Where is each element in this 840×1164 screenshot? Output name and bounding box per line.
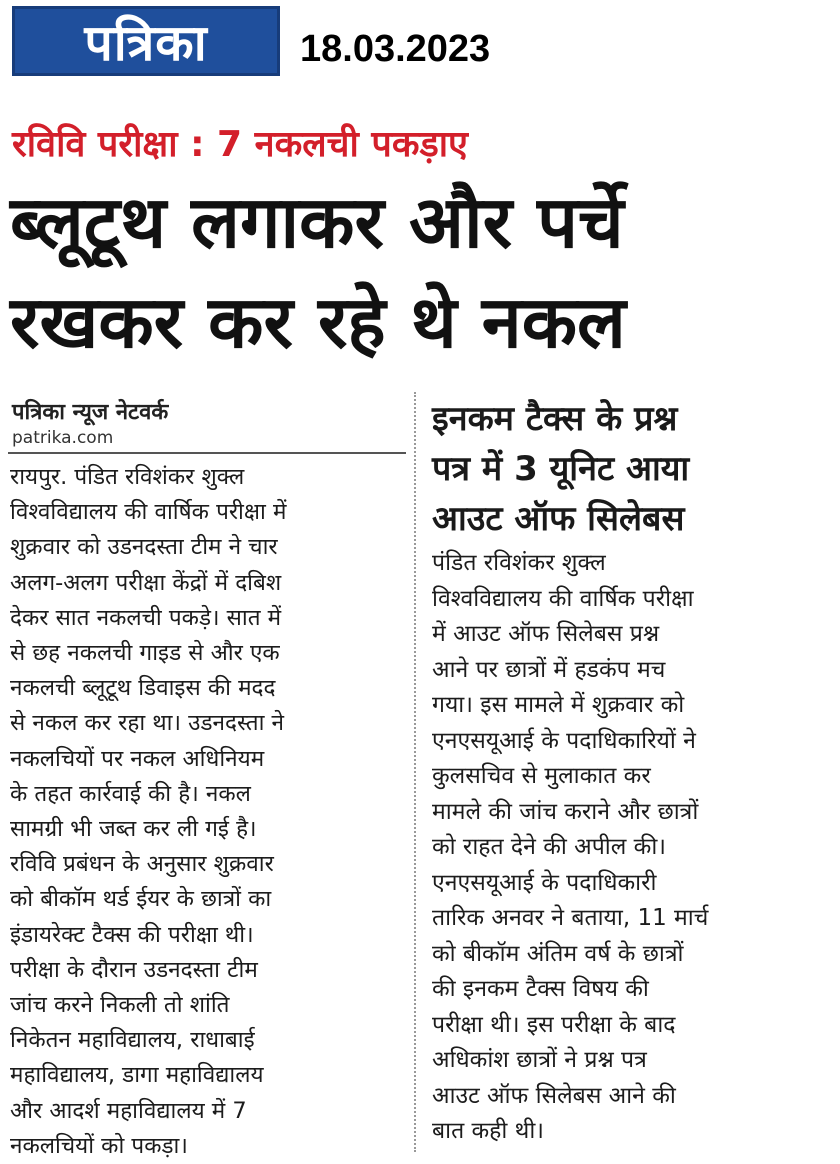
sidebar-body-line: की इनकम टैक्स विषय की (432, 976, 649, 1002)
byline-divider (8, 452, 406, 454)
sidebar-body-line: आने पर छात्रों में हडकंप मच (432, 656, 666, 683)
sidebar-body-line: आउट ऑफ सिलेबस आने की (432, 1082, 676, 1109)
body-line: रायपुर. पंडित रविशंकर शुक्ल (10, 464, 245, 490)
body-line: नकलची ब्लूटूथ डिवाइस की मदद (10, 675, 276, 702)
byline: पत्रिका न्यूज नेटवर्क (12, 400, 169, 425)
body-line: महाविद्यालय, डागा महाविद्यालय (10, 1062, 264, 1089)
sidebar-body-line: को बीकॉम अंतिम वर्ष के छात्रों (432, 940, 684, 967)
sidebar-body-line: परीक्षा थी। इस परीक्षा के बाद (432, 1011, 676, 1038)
sidebar-headline-line: पत्र में 3 यूनिट आया (432, 449, 690, 489)
article-kicker: रविवि परीक्षा : 7 नकलची पकड़ाए (12, 124, 468, 165)
sidebar-body (432, 546, 822, 1150)
body-line: नकलचियों को पकड़ा। (10, 1132, 188, 1159)
sidebar-body-line: में आउट ऑफ सिलेबस प्रश्न (432, 621, 660, 647)
body-line: जांच करने निकली तो शांति (10, 992, 230, 1019)
sidebar-body-line: कुलसचिव से मुलाकात कर (432, 763, 651, 789)
body-line: से नकल कर रहा था। उडनदस्ता ने (10, 710, 285, 737)
body-line: इंडायरेक्ट टैक्स की परीक्षा थी। (10, 921, 254, 948)
body-line: सामग्री भी जब्त कर ली गई है। (10, 816, 257, 843)
sidebar-body-line: को राहत देने की अपील की। (432, 834, 666, 860)
article-body (10, 460, 402, 1164)
body-line: के तहत कार्रवाई की है। नकल (10, 780, 251, 807)
body-line: अलग-अलग परीक्षा केंद्रों में दबिश (10, 569, 282, 596)
body-line: नकलचियों पर नकल अधिनियम (10, 745, 265, 772)
body-line: परीक्षा के दौरान उडनदस्ता टीम (10, 956, 258, 983)
sidebar-body-line: एनएसयूआई के पदाधिकारी (432, 869, 657, 896)
body-line: देकर सात नकलची पकड़े। सात में (10, 604, 282, 631)
sidebar-body-line: अधिकांश छात्रों ने प्रश्न पत्र (432, 1047, 647, 1073)
sidebar-headline-line: आउट ऑफ सिलेबस (432, 499, 685, 539)
article-headline (10, 172, 830, 372)
body-line: शुक्रवार को उडनदस्ता टीम ने चार (10, 534, 278, 561)
sidebar-body-line: बात कही थी। (432, 1118, 545, 1144)
body-line: और आदर्श महाविद्यालय में 7 (10, 1097, 247, 1124)
sidebar-body-line: विश्वविद्यालय की वार्षिक परीक्षा (432, 585, 694, 612)
sidebar-body-line: तारिक अनवर ने बताया, 11 मार्च (432, 905, 709, 931)
headline-line: ब्लूटूथ लगाकर और पर्चे (10, 180, 624, 264)
publication-date: 18.03.2023 (300, 28, 491, 70)
sidebar-body-line: मामले की जांच कराने और छात्रों (432, 798, 699, 825)
sidebar-headline-line: इनकम टैक्स के प्रश्न (432, 399, 678, 439)
source-website: patrika.com (12, 428, 114, 448)
sidebar-body-line: एनएसयूआई के पदाधिकारियों ने (432, 727, 696, 754)
column-divider (414, 392, 416, 1152)
sidebar-body-line: पंडित रविशंकर शुक्ल (432, 550, 606, 576)
body-line: विश्वविद्यालय की वार्षिक परीक्षा में (10, 499, 287, 526)
sidebar-headline (432, 394, 832, 544)
body-line: रविवि प्रबंधन के अनुसार शुक्रवार (10, 851, 274, 878)
headline-line: रखकर कर रहे थे नकल (10, 280, 626, 364)
newspaper-logo: पत्रिका (12, 6, 280, 76)
body-line: से छह नकलची गाइड से और एक (10, 640, 280, 667)
sidebar-body-line: गया। इस मामले में शुक्रवार को (432, 692, 685, 718)
body-line: निकेतन महाविद्यालय, राधाबाई (10, 1027, 255, 1054)
body-line: को बीकॉम थर्ड ईयर के छात्रों का (10, 886, 272, 913)
